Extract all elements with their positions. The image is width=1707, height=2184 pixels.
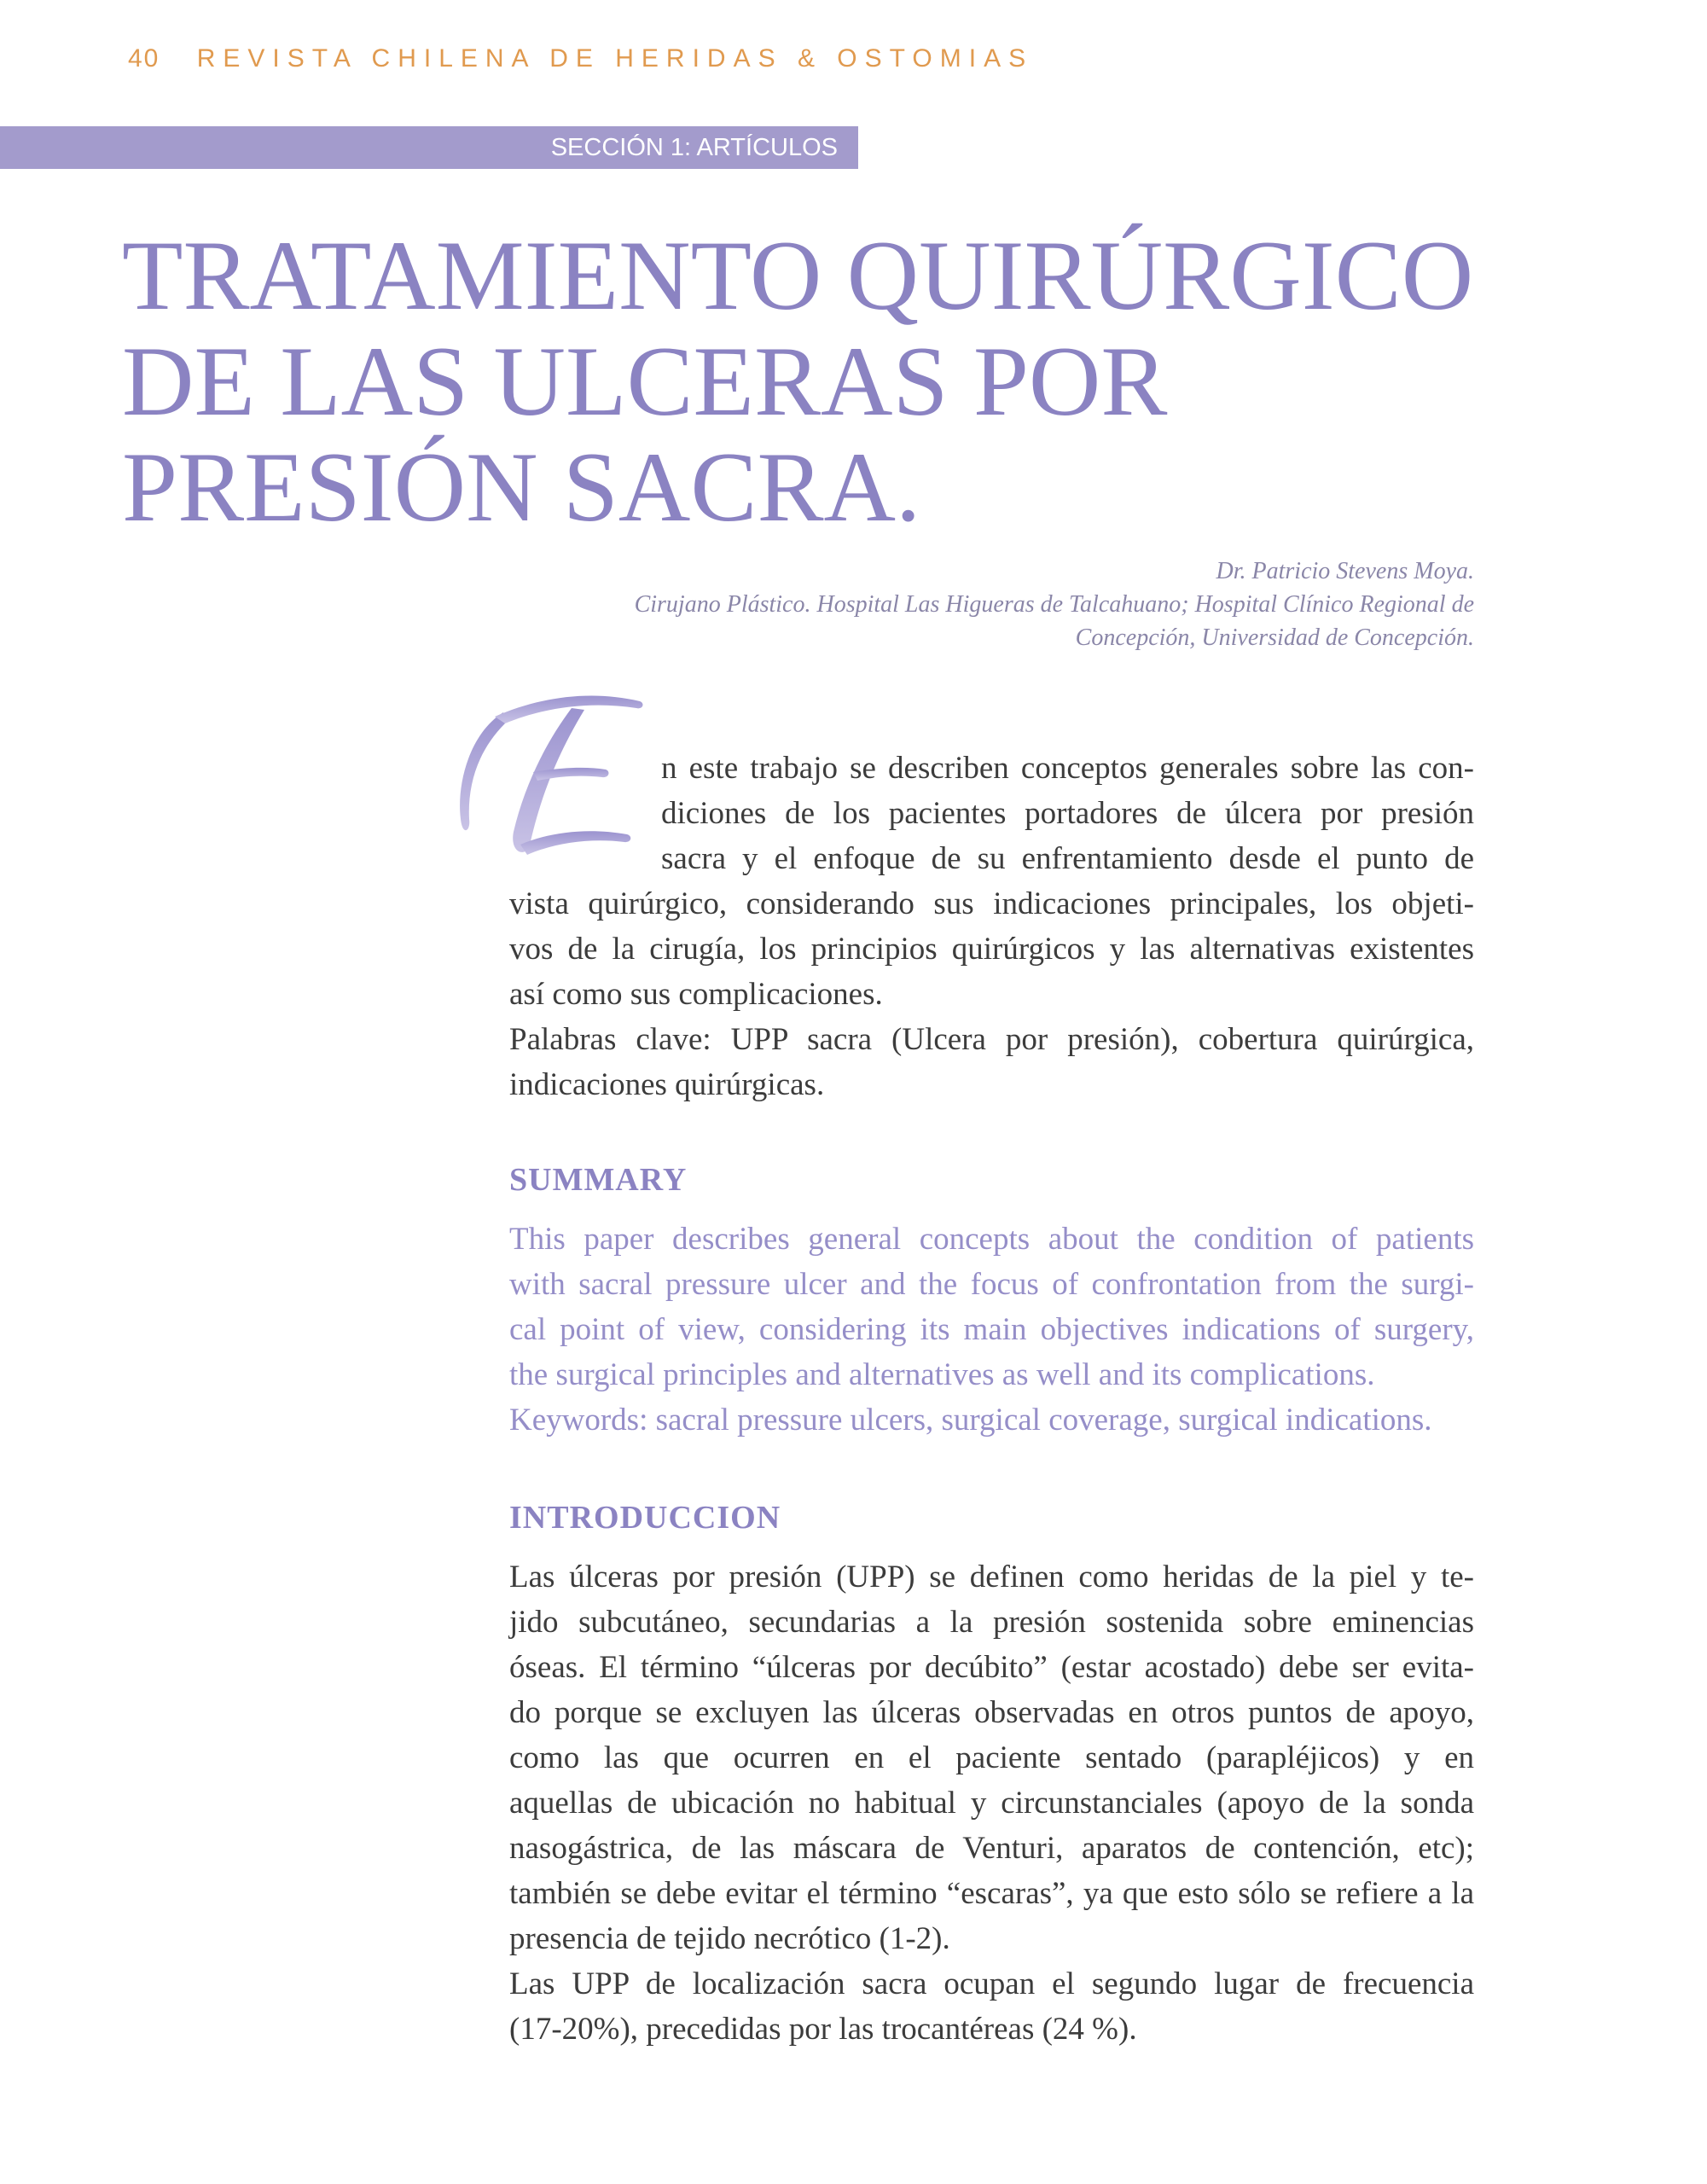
keywords-line: indicaciones quirúrgicas.	[509, 1067, 825, 1102]
intro-line: aquellas de ubicación no habitual y circunstanciales (apoyo de la sonda	[509, 1786, 1474, 1821]
intro-line: (17-20%), precedidas por las trocantéreas (24 %).	[509, 2012, 1137, 2047]
intro-line: como las que ocurren en el paciente sentado (parapléjicos) y en	[509, 1740, 1474, 1775]
intro-line: también se debe evitar el término “escaras”, ya que esto sólo se refiere a la	[509, 1876, 1474, 1911]
introduction-body	[509, 1554, 1474, 2052]
intro-line: óseas. El término “úlceras por decúbito” (estar acostado) debe ser evita-	[509, 1650, 1474, 1685]
section-bar	[0, 126, 858, 169]
summary-keywords: Keywords: sacral pressure ulcers, surgical coverage, surgical indications.	[509, 1403, 1432, 1438]
abstract-lead	[661, 746, 1474, 881]
section-label: SECCIÓN 1: ARTÍCULOS	[550, 134, 838, 161]
title-line: TRATAMIENTO QUIRÚRGICO	[122, 221, 1474, 331]
abstract-line: vista quirúrgico, considerando sus indicaciones principales, los objeti-	[509, 886, 1474, 921]
intro-line: jido subcutáneo, secundarias a la presión sostenida sobre eminencias	[509, 1605, 1474, 1640]
journal-name: REVISTA CHILENA DE HERIDAS & OSTOMIAS	[196, 44, 1034, 73]
introduction-heading: INTRODUCCION	[509, 1500, 781, 1536]
affiliation-line: Concepción, Universidad de Concepción.	[1075, 624, 1474, 651]
summary-line: This paper describes general concepts about the condition of patients	[509, 1222, 1474, 1257]
running-header	[128, 44, 1033, 73]
intro-line: presencia de tejido necrótico (1-2).	[509, 1921, 950, 1956]
article-title	[122, 221, 1572, 543]
abstract-line: sacra y el enfoque de su enfrentamiento desde el punto de	[661, 841, 1474, 876]
author-block	[450, 555, 1474, 654]
abstract-line: diciones de los pacientes portadores de úlcera por presión	[661, 796, 1474, 831]
intro-line: nasogástrica, de las máscara de Venturi, aparatos de contención, etc);	[509, 1831, 1474, 1866]
page-number: 40	[128, 44, 160, 73]
title-line: DE LAS ULCERAS POR	[122, 327, 1168, 437]
summary-line: cal point of view, considering its main objectives indications of surgery,	[509, 1312, 1474, 1347]
title-line: PRESIÓN SACRA.	[122, 433, 921, 543]
keywords-line: Palabras clave: UPP sacra (Ulcera por presión), cobertura quirúrgica,	[509, 1022, 1474, 1057]
summary-line: the surgical principles and alternatives as well and its complications.	[509, 1357, 1375, 1392]
affiliation-line: Cirujano Plástico. Hospital Las Higueras de Talcahuano; Hospital Clínico Regional de	[634, 591, 1474, 618]
intro-line: Las úlceras por presión (UPP) se definen como heridas de la piel y te-	[509, 1560, 1474, 1594]
abstract-line: así como sus complicaciones.	[509, 977, 883, 1012]
author-name: Dr. Patricio Stevens Moya.	[1216, 558, 1474, 584]
summary-body	[509, 1217, 1474, 1443]
intro-line: do porque se excluyen las úlceras observadas en otros puntos de apoyo,	[509, 1695, 1474, 1730]
abstract-line: vos de la cirugía, los principios quirúrgicos y las alternativas existentes	[509, 932, 1474, 967]
summary-line: with sacral pressure ulcer and the focus of confrontation from the surgi-	[509, 1267, 1474, 1302]
drop-cap-e	[444, 682, 665, 879]
abstract-line: n este trabajo se describen conceptos generales sobre las con-	[661, 751, 1474, 786]
abstract-body	[509, 881, 1474, 1107]
intro-line: Las UPP de localización sacra ocupan el segundo lugar de frecuencia	[509, 1966, 1474, 2001]
summary-heading: SUMMARY	[509, 1162, 688, 1198]
